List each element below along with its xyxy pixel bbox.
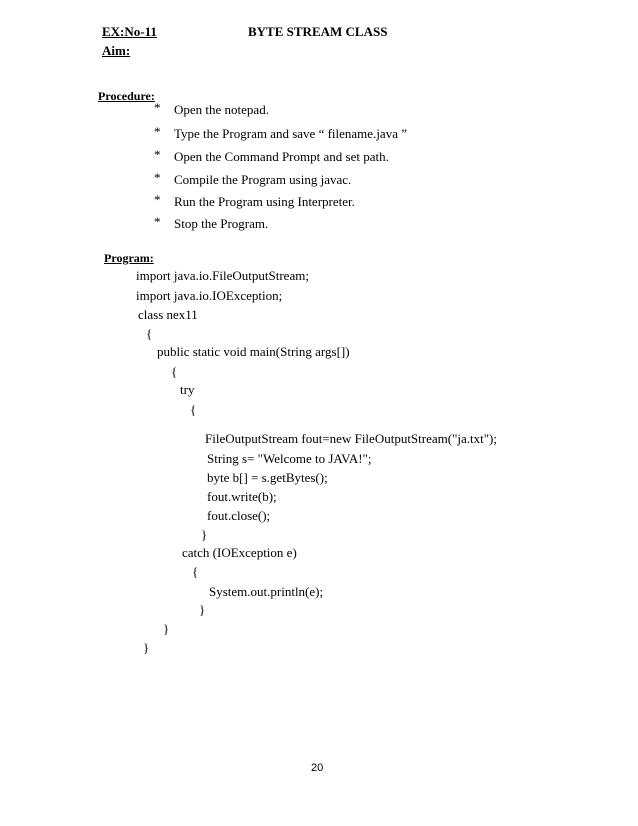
code-line: byte b[] = s.getBytes();: [207, 470, 328, 485]
bullet-icon: *: [154, 214, 161, 229]
procedure-label: Procedure:: [98, 89, 155, 103]
code-line: {: [171, 364, 178, 379]
code-line: import java.io.FileOutputStream;: [136, 268, 309, 283]
code-line: fout.write(b);: [207, 489, 277, 504]
code-line: System.out.println(e);: [209, 584, 324, 599]
code-line: {: [192, 564, 199, 579]
code-line: try: [180, 382, 195, 397]
code-line: {: [190, 402, 197, 417]
code-line: }: [201, 527, 208, 542]
code-line: }: [163, 621, 170, 636]
code-line: fout.close();: [207, 508, 271, 523]
bullet-icon: *: [154, 124, 161, 139]
bullet-icon: *: [154, 170, 161, 185]
procedure-step: Compile the Program using javac.: [174, 172, 352, 187]
procedure-step: Type the Program and save “ filename.java ”: [174, 126, 407, 141]
aim-label: Aim:: [102, 43, 131, 58]
code-line: catch (IOException e): [182, 545, 297, 560]
page-number: 20: [311, 762, 324, 774]
page-title: BYTE STREAM CLASS: [248, 24, 388, 39]
exercise-number: EX:No-11: [102, 24, 157, 39]
code-line: }: [143, 640, 150, 655]
code-line: }: [199, 602, 206, 617]
code-line: String s= "Welcome to JAVA!";: [207, 451, 372, 466]
bullet-icon: *: [154, 192, 161, 207]
program-label: Program:: [104, 251, 154, 265]
procedure-step: Open the Command Prompt and set path.: [174, 149, 389, 164]
code-line: FileOutputStream fout=new FileOutputStream("ja.txt");: [205, 431, 497, 446]
code-line: import java.io.IOException;: [136, 288, 283, 303]
procedure-step: Open the notepad.: [174, 102, 269, 117]
code-line: public static void main(String args[]): [157, 344, 350, 359]
procedure-step: Run the Program using Interpreter.: [174, 194, 355, 209]
bullet-icon: *: [154, 147, 161, 162]
procedure-step: Stop the Program.: [174, 216, 269, 231]
code-line: class nex11: [138, 307, 198, 322]
code-line: {: [146, 326, 153, 341]
bullet-icon: *: [154, 100, 161, 115]
